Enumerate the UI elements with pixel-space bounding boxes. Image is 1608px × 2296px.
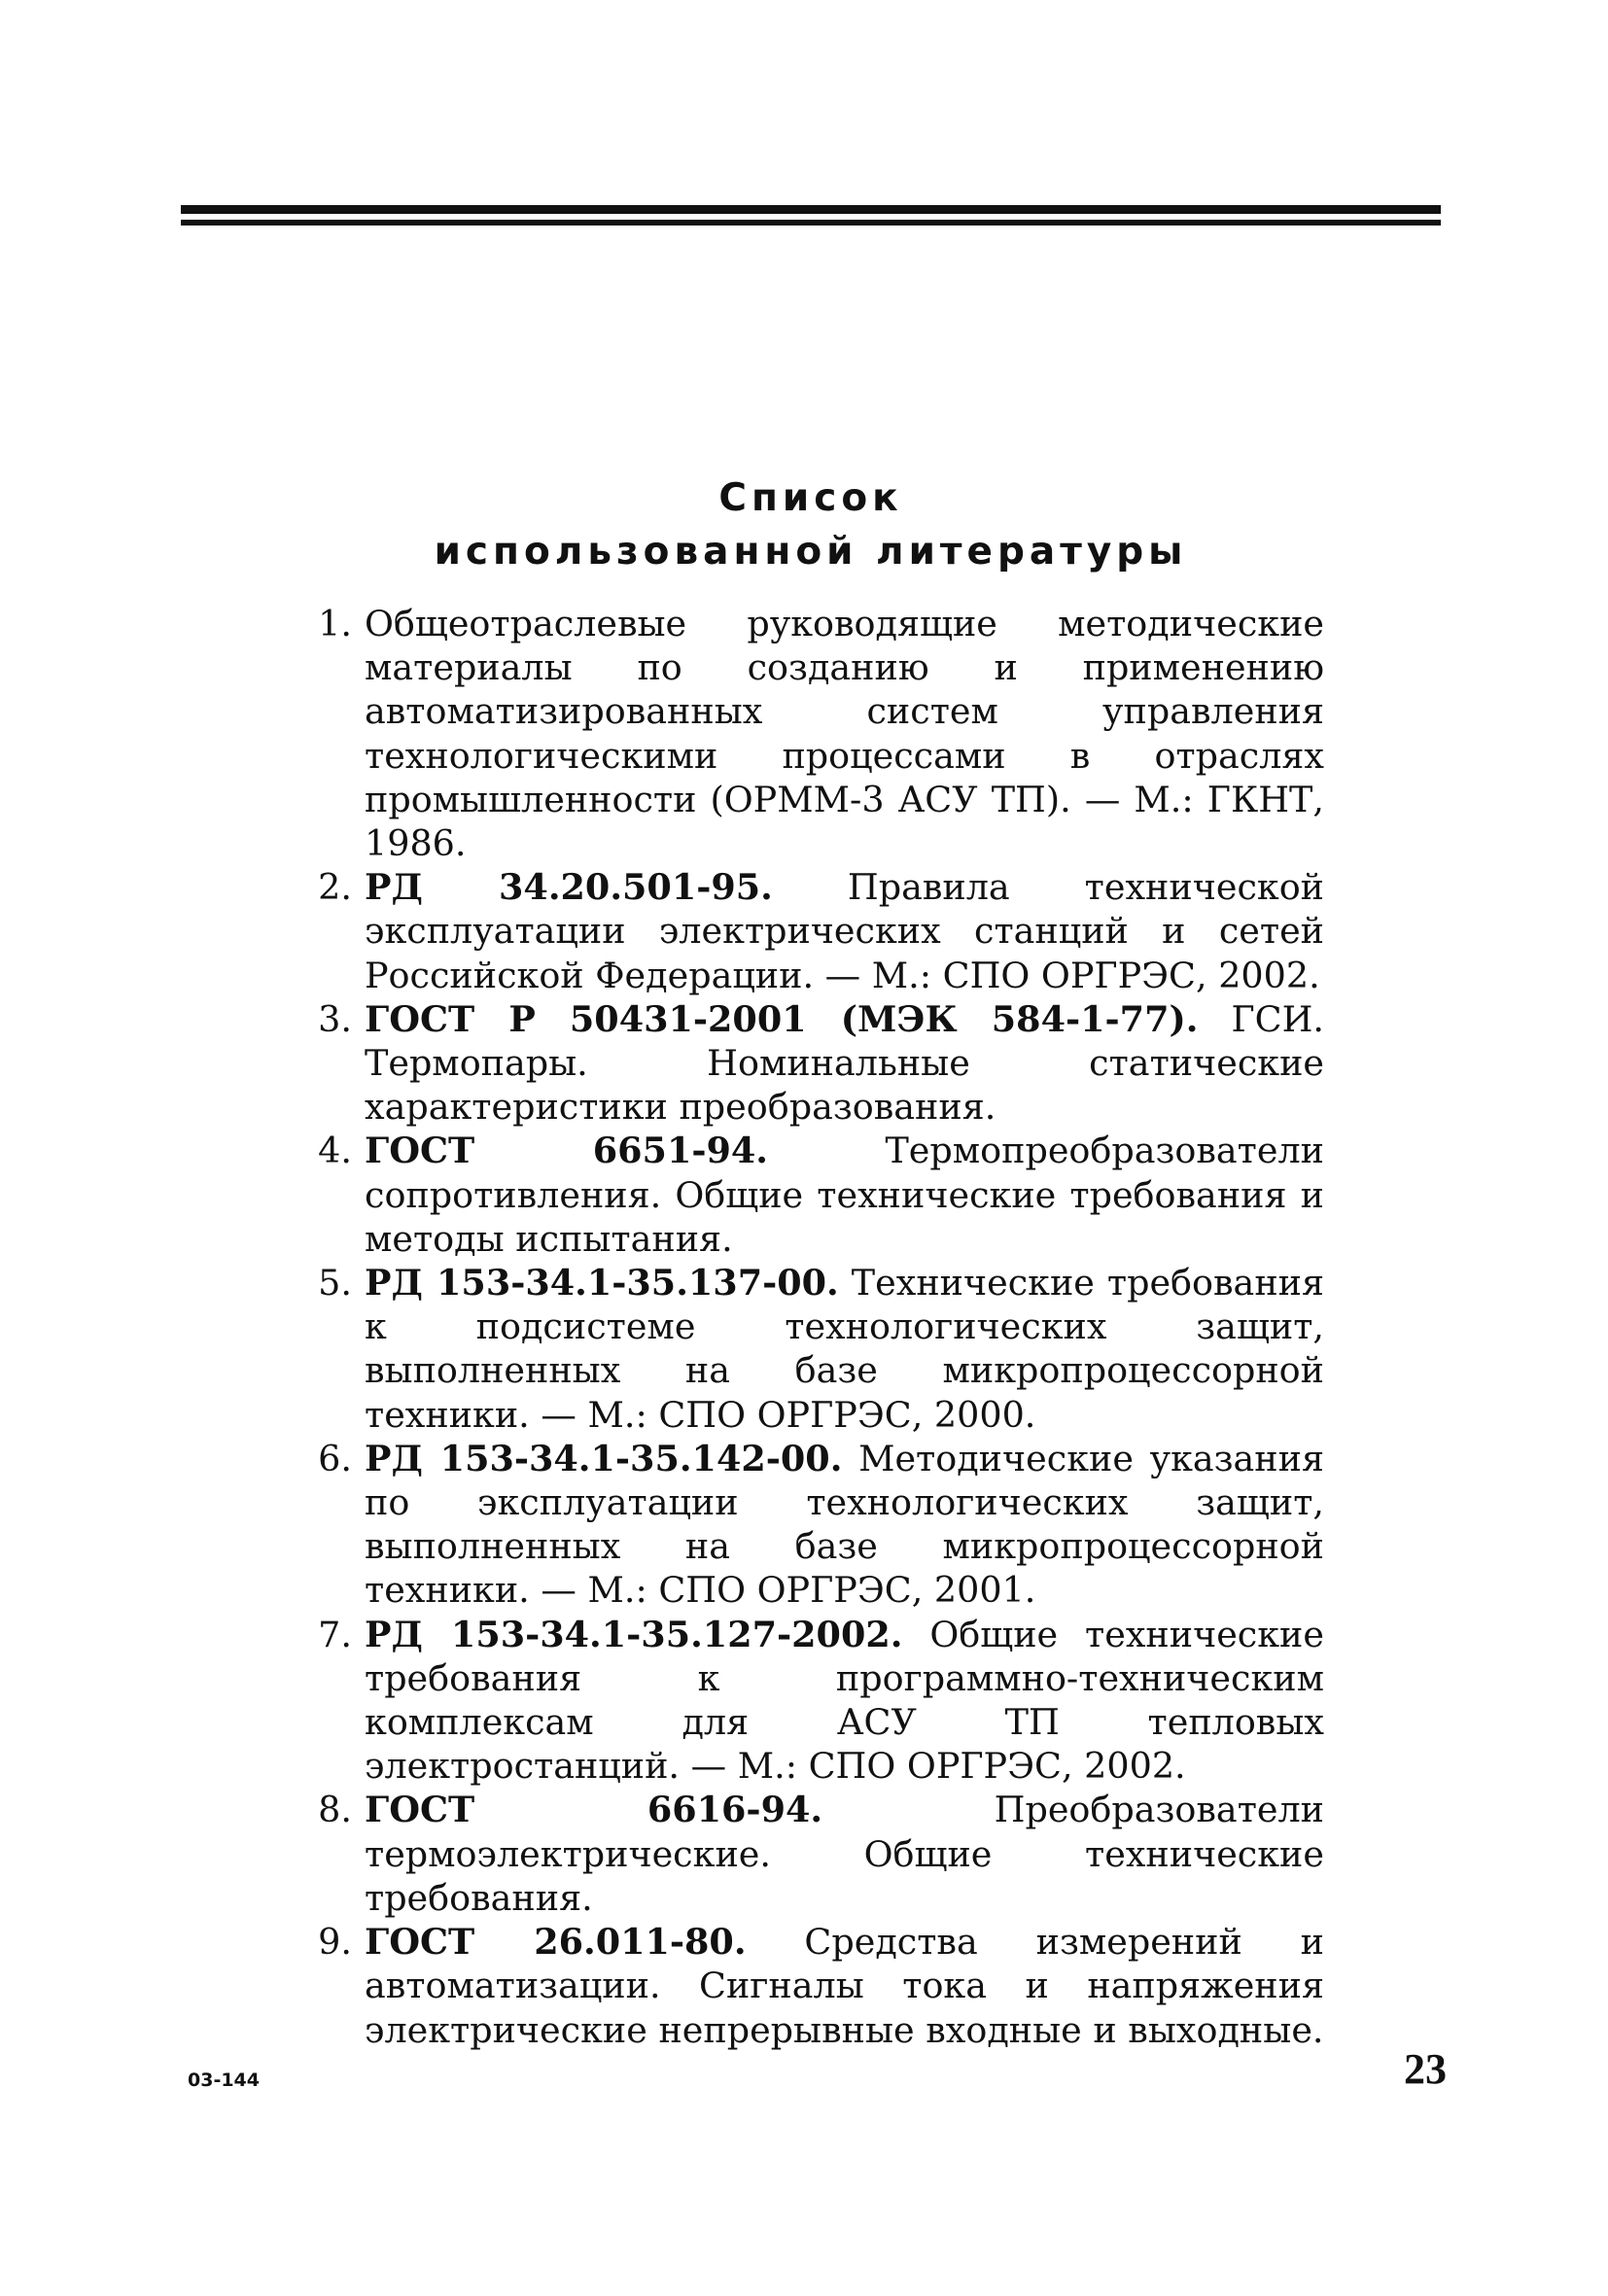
reference-text: Термопреобразователи сопротивления. Общие технические требования и методы испытания. [365,1130,1324,1260]
footer-code: 03-144 [188,2070,260,2091]
reference-code: ГОСТ 6616-94. [365,1789,823,1831]
reference-list [311,602,1324,2052]
reference-text: Преобразователи термоэлектрические. Общие технические требования. [365,1789,1324,1919]
reference-number: 1. [318,603,352,644]
reference-code: РД 34.20.501-95. [365,866,773,909]
reference-number: 7. [318,1613,352,1655]
header-rule-thick [181,205,1441,214]
reference-text: Общеотраслевые руководящие методические материалы по созданию и применению автоматизированных систем управления технологическими процессами в отраслях промышленности (ОРММ-3 АСУ ТП). — М.: ГКНТ, 1986. [365,603,1324,865]
reference-code: РД 153-34.1-35.127-2002. [365,1613,903,1655]
reference-number: 9. [318,1921,352,1964]
reference-number: 3. [318,997,352,1040]
reference-item [311,1437,1324,1613]
reference-item [311,602,1324,865]
reference-item [311,1613,1324,1789]
reference-text: Методические указания по эксплуатации технологических защит, выполненных на базе микропроцессорной техники. — М.: СПО ОРГРЭС, 2001. [365,1437,1324,1612]
reference-code: ГОСТ Р 50431-2001 (МЭК 584-1-77). [365,997,1199,1040]
reference-item [311,997,1324,1130]
reference-code: РД 153-34.1-35.142-00. [365,1437,843,1479]
reference-number: 2. [318,866,352,909]
reference-text: Правила технической эксплуатации электрических станций и сетей Российской Федерации. — М.: СПО ОРГРЭС, 2002. [365,866,1325,996]
reference-code: ГОСТ 6651-94. [365,1130,768,1172]
reference-code: РД 153-34.1-35.137-00. [365,1262,839,1305]
reference-number: 5. [318,1262,352,1305]
reference-item [311,1261,1324,1437]
reference-code: ГОСТ 26.011-80. [365,1921,747,1964]
reference-number: 4. [318,1130,352,1172]
reference-number: 8. [318,1789,352,1831]
header-rule-thin [181,220,1441,226]
reference-text: Технические требования к подсистеме технологических защит, выполненных на базе микропроцессорной техники. — М.: СПО ОРГРЭС, 2000. [365,1262,1325,1436]
title-line-2: использованной литературы [434,530,1188,574]
reference-item [311,865,1324,997]
page-title [181,471,1441,578]
reference-text: Средства измерений и автоматизации. Сигналы тока и напряжения электрические непрерывные входные и выходные. [365,1921,1324,2051]
title-line-1: Список [718,476,903,520]
reference-text: Общие технические требования к программно-техническим комплексам для АСУ ТП тепловых электростанций. — М.: СПО ОРГРЭС, 2002. [365,1613,1324,1788]
reference-text: ГСИ. Термопары. Номинальные статические характеристики преобразования. [365,997,1325,1129]
reference-number: 6. [318,1437,352,1479]
reference-item [311,1788,1324,1920]
page-number: 23 [1404,2045,1447,2093]
reference-item [311,1129,1324,1261]
reference-item [311,1920,1324,2052]
